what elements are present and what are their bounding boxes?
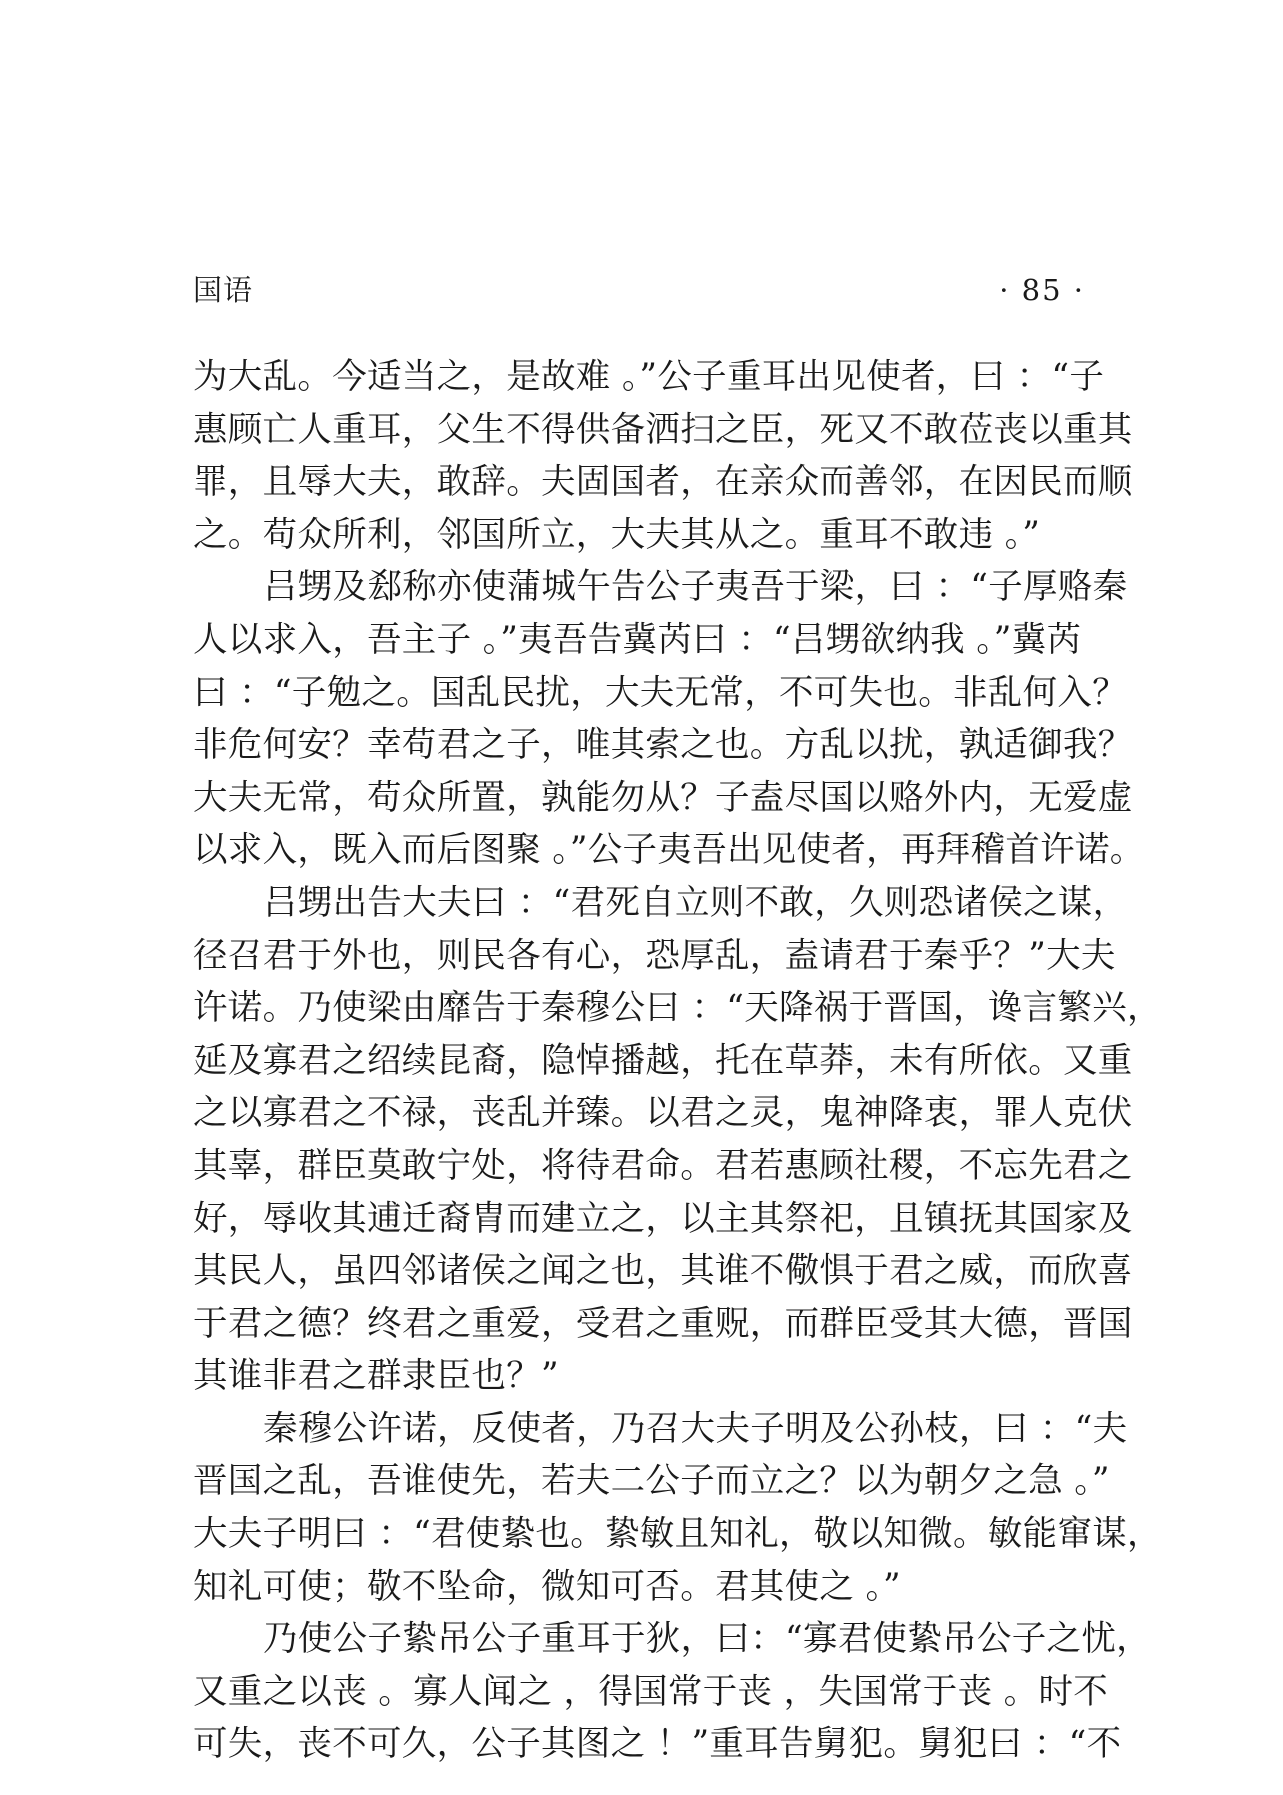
book-title: 国语 xyxy=(193,273,254,307)
text-line: 好，辱收其逋迁裔胄而建立之，以主其祭祀，且镇抚其国家及 xyxy=(193,1198,1133,1239)
text-line: 晋国之乱，吾谁使先，若夫二公子而立之？以为朝夕之急 。” xyxy=(193,1461,1110,1502)
text-line: 又重之以丧 。寡人闻之 ，得国常于丧 ，失国常于丧 。时不 xyxy=(193,1671,1109,1712)
running-head xyxy=(193,270,1085,310)
text-line: 罪，且辱大夫，敢辞。夫固国者，在亲众而善邻，在因民而顺 xyxy=(193,462,1133,503)
text-line: 之以寡君之不禄，丧乱并臻。以君之灵，鬼神降衷，罪人克伏 xyxy=(193,1093,1133,1134)
text-line: 乃使公子絷吊公子重耳于狄，曰：“寡君使絷吊公子之忧， xyxy=(263,1619,1151,1660)
text-line: 可失，丧不可久，公子其图之 ！”重耳告舅犯。舅犯曰 ：“不 xyxy=(193,1724,1122,1765)
text-line: 非危何安？幸苟君之子，唯其索之也。方乱以扰，孰适御我？ xyxy=(193,725,1133,766)
text-line: 其民人，虽四邻诸侯之闻之也，其谁不儆惧于君之威，而欣喜 xyxy=(193,1251,1133,1292)
text-line: 吕甥及郄称亦使蒲城午告公子夷吾于梁，曰 ：“子厚赂秦 xyxy=(263,567,1128,608)
text-line: 其谁非君之群隶臣也？” xyxy=(193,1356,559,1397)
text-line: 知礼可使；敬不坠命，微知可否。君其使之 。” xyxy=(193,1566,901,1607)
text-line: 惠顾亡人重耳，父生不得供备洒扫之臣，死又不敢莅丧以重其 xyxy=(193,409,1133,450)
text-line: 吕甥出告大夫曰 ：“君死自立则不敢，久则恐诸侯之谋， xyxy=(263,882,1128,923)
text-line: 秦穆公许诺，反使者，乃召大夫子明及公孙枝，曰 ：“夫 xyxy=(263,1408,1128,1449)
text-line: 许诺。乃使梁由靡告于秦穆公曰 ：“天降祸于晋国，谗言繁兴， xyxy=(193,988,1162,1029)
body-text xyxy=(193,351,1162,1771)
text-line: 延及寡君之绍续昆裔，隐悼播越，托在草莽，未有所依。又重 xyxy=(193,1040,1133,1081)
page-number: · 85 · xyxy=(999,273,1085,307)
text-line: 径召君于外也，则民各有心，恐厚乱，盍请君于秦乎？”大夫 xyxy=(193,935,1116,976)
text-line: 其辜，群臣莫敢宁处，将待君命。君若惠顾社稷，不忘先君之 xyxy=(193,1145,1133,1186)
text-line: 大夫无常，苟众所置，孰能勿从？子盍尽国以赂外内，无爱虚 xyxy=(193,777,1133,818)
text-line: 于君之德？终君之重爱，受君之重贶，而群臣受其大德，晋国 xyxy=(193,1303,1133,1344)
text-line: 曰 ：“子勉之。国乱民扰，大夫无常，不可失也。非乱何入？ xyxy=(193,672,1128,713)
text-line: 大夫子明曰 ：“君使絷也。絷敏且知礼，敬以知微。敏能窜谋， xyxy=(193,1514,1162,1555)
text-line: 为大乱。今适当之，是故难 。”公子重耳出见使者，曰 ：“子 xyxy=(193,357,1105,397)
text-line: 之。苟众所利，邻国所立，大夫其从之。重耳不敢违 。” xyxy=(193,514,1041,555)
text-line: 人以求入，吾主子 。”夷吾告冀芮曰 ：“吕甥欲纳我 。”冀芮 xyxy=(193,619,1082,660)
text-line: 以求入，既入而后图聚 。”公子夷吾出见使者，再拜稽首许诺。 xyxy=(193,830,1145,871)
